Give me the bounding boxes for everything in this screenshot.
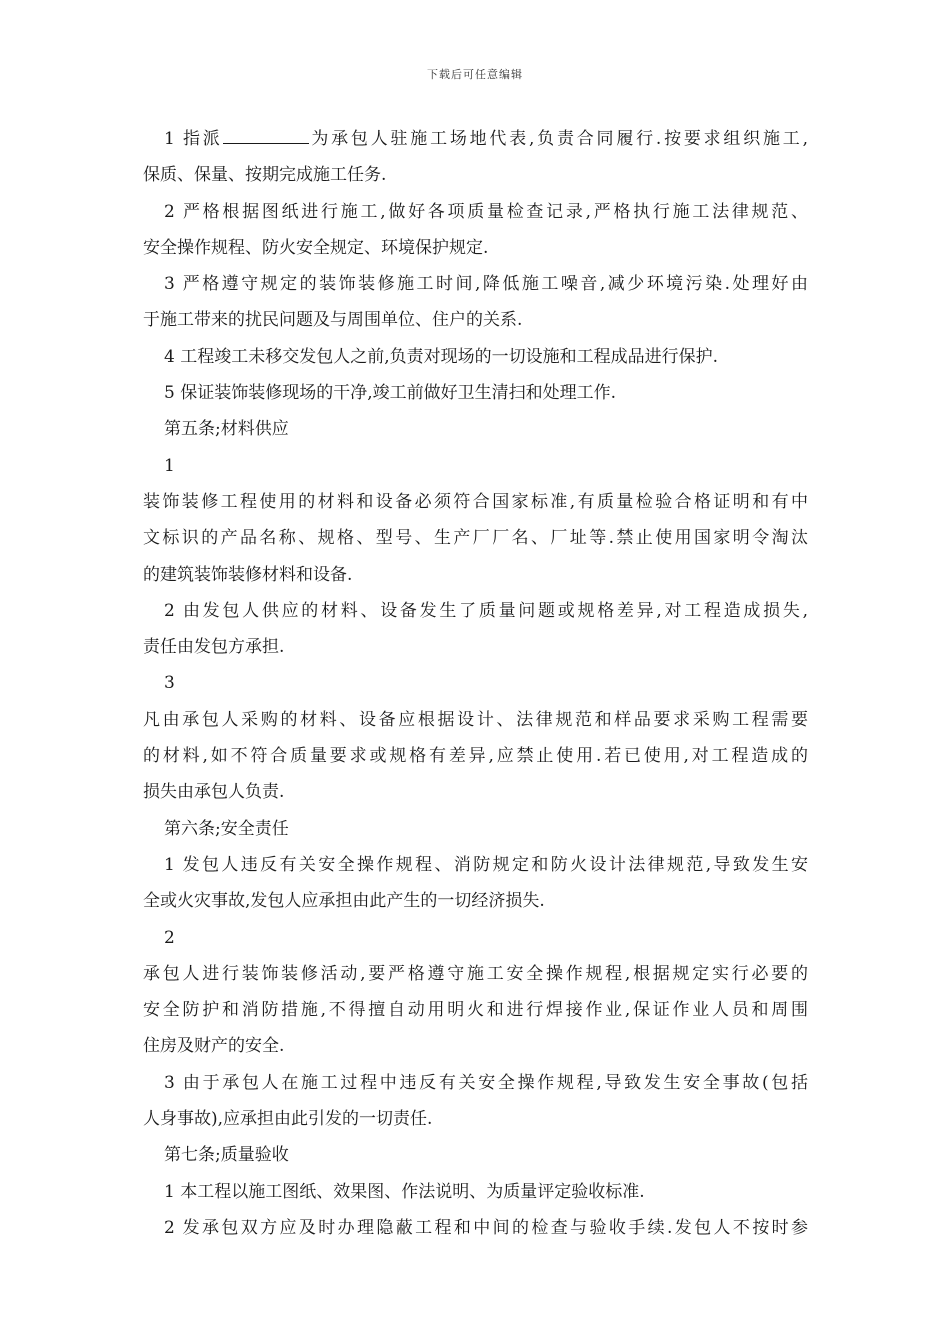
article-6-item-2-line-1: 承包人进行装饰装修活动,要严格遵守施工安全操作规程,根据规定实行必要的 (143, 963, 808, 984)
article-6-heading: 第六条;安全责任 (164, 818, 289, 839)
article-5-item-3-line-2: 的材料,如不符合质量要求或规格有差异,应禁止使用.若已使用,对工程造成的 (143, 746, 808, 767)
article-7-item-2-line-1: 2 发承包双方应及时办理隐蔽工程和中间的检查与验收手续.发包人不按时参 (164, 1217, 808, 1238)
article-5-heading: 第五条;材料供应 (164, 419, 289, 440)
article-6-item-3-line-2: 人身事故),应承担由此引发的一切责任. (143, 1109, 433, 1130)
article-6-item-2-number: 2 (164, 927, 175, 948)
clause-4-item-1-prefix: 1 指派 (164, 129, 223, 149)
article-5-item-3-line-3: 损失由承包人负责. (143, 782, 285, 803)
clause-4-item-5: 5 保证装饰装修现场的干净,竣工前做好卫生清扫和处理工作. (164, 383, 617, 404)
article-5-item-3-line-1: 凡由承包人采购的材料、设备应根据设计、法律规范和样品要求采购工程需要 (143, 709, 808, 730)
article-6-item-2-line-2: 安全防护和消防措施,不得擅自动用明火和进行焊接作业,保证作业人员和周围 (143, 1000, 808, 1021)
article-5-item-3-number: 3 (164, 673, 175, 694)
article-5-item-2-line-2: 责任由发包方承担. (143, 637, 285, 658)
page-header: 下载后可任意编辑 (427, 68, 523, 81)
article-7-heading: 第七条;质量验收 (164, 1145, 289, 1166)
clause-4-item-1-line-1 (143, 121, 808, 157)
article-5-item-1-line-1: 装饰装修工程使用的材料和设备必须符合国家标准,有质量检验合格证明和有中 (143, 491, 808, 512)
article-5-item-2-line-1: 2 由发包人供应的材料、设备发生了质量问题或规格差异,对工程造成损失, (164, 600, 808, 621)
article-7-item-1: 1 本工程以施工图纸、效果图、作法说明、为质量评定验收标准. (164, 1181, 645, 1202)
clause-4-item-1-line-2: 保质、保量、按期完成施工任务. (143, 165, 387, 186)
article-6-item-1-line-1: 1 发包人违反有关安全操作规程、消防规定和防火设计法律规范,导致发生安 (164, 854, 808, 875)
clause-4-item-1-suffix: 为承包人驻施工场地代表,负责合同履行.按要求组织施工, (308, 129, 808, 149)
article-5-item-1-line-3: 的建筑装饰装修材料和设备. (143, 564, 353, 585)
representative-name-blank (223, 129, 309, 144)
clause-4-item-3-line-2: 于施工带来的扰民问题及与周围单位、住户的关系. (143, 310, 523, 331)
article-5-item-1-line-2: 文标识的产品名称、规格、型号、生产厂厂名、厂址等.禁止使用国家明令淘汰 (143, 528, 808, 549)
clause-4-item-2-line-2: 安全操作规程、防火安全规定、环境保护规定. (143, 237, 489, 258)
article-5-item-1-number: 1 (164, 455, 175, 476)
clause-4-item-4: 4 工程竣工未移交发包人之前,负责对现场的一切设施和工程成品进行保护. (164, 346, 719, 367)
article-6-item-3-line-1: 3 由于承包人在施工过程中违反有关安全操作规程,导致发生安全事故(包括 (164, 1072, 808, 1093)
article-6-item-2-line-3: 住房及财产的安全. (143, 1036, 285, 1057)
clause-4-item-2-line-1: 2 严格根据图纸进行施工,做好各项质量检查记录,严格执行施工法律规范、 (164, 201, 808, 222)
document-body (143, 121, 808, 1246)
article-6-item-1-line-2: 全或火灾事故,发包人应承担由此产生的一切经济损失. (143, 891, 545, 912)
clause-4-item-3-line-1: 3 严格遵守规定的装饰装修施工时间,降低施工噪音,减少环境污染.处理好由 (164, 274, 808, 295)
